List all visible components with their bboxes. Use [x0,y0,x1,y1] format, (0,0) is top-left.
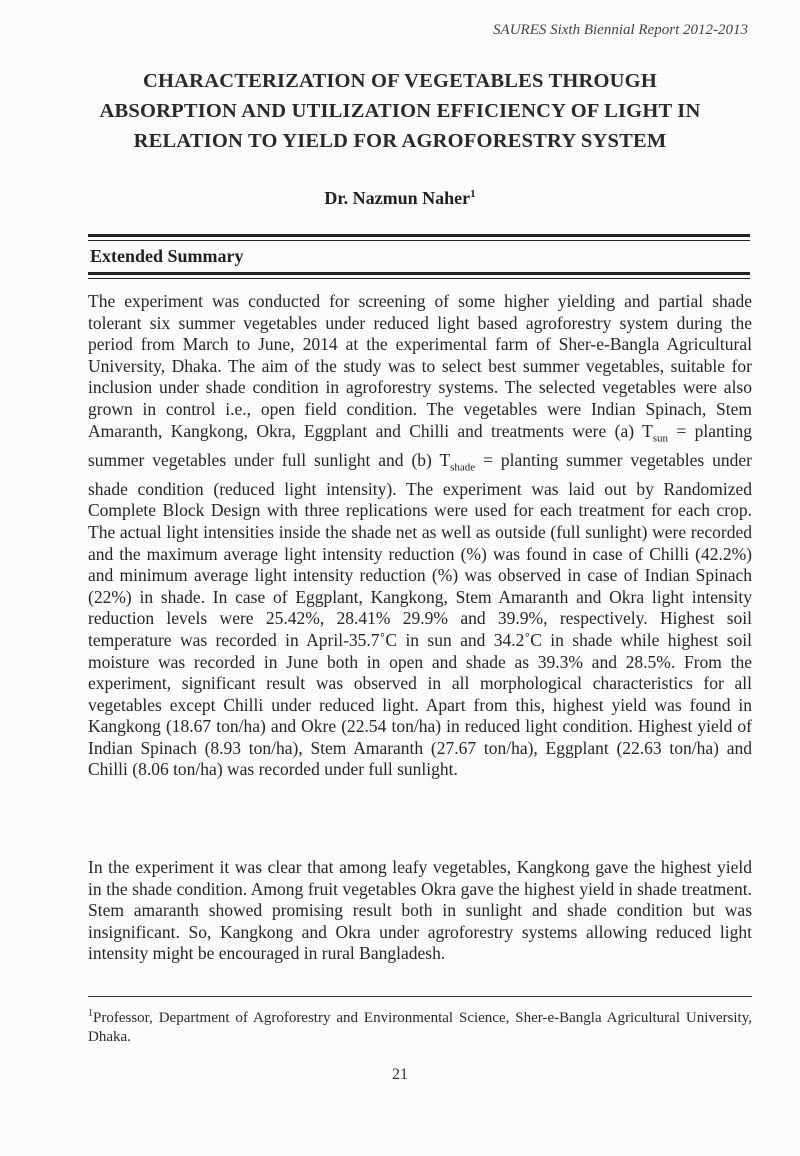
subscript-shade: shade [450,461,476,474]
author-footnote-mark: 1 [470,188,476,200]
summary-paragraph-1 [88,291,752,781]
footnote [88,1004,752,1047]
section-rule-bottom [88,272,750,275]
footnote-mark: 1 [88,1008,93,1019]
title-line-3: RELATION TO YIELD FOR AGROFORESTRY SYSTEM [133,130,667,152]
footnote-rule [88,996,752,997]
running-head: SAURES Sixth Biennial Report 2012-2013 [493,22,748,38]
author-name: Dr. Nazmun Naher [324,188,471,208]
paragraph-1-part-b: = planting summer vegetables under full sunlight and (b) T [88,420,752,470]
section-rule-top-thin [88,240,750,241]
paper-title [60,66,740,156]
paragraph-1-part-a: The experiment was conducted for screening of some higher yielding and partial shade tolerant six summer vegetables under reduced light based agroforestry system during the period from March to June, 2014 at the experimental farm of Sher-e-Bangla Agricultural University, Dhaka. The aim of the study was to select best summer vegetables, suitable for inclusion under shade condition in agroforestry systems. The selected vegetables were also grown in control i.e., open field condition. The vegetables were Indian Spinach, Stem Amaranth, Kangkong, Okra, Eggplant and Chilli and treatments were (a) T [88,291,752,441]
title-line-1: CHARACTERIZATION OF VEGETABLES THROUGH [143,70,657,92]
title-line-2: ABSORPTION AND UTILIZATION EFFICIENCY OF LIGHT IN [99,100,701,122]
subscript-sun: sun [652,432,669,445]
footnote-text: Professor, Department of Agroforestry and Environmental Science, Sher-e-Bangla Agricultural University, Dhaka. [88,1010,752,1045]
section-heading: Extended Summary [90,246,244,266]
page-number: 21 [392,1066,408,1083]
summary-paragraph-2: In the experiment it was clear that among leafy vegetables, Kangkong gave the highest yield in the shade condition. Among fruit vegetables Okra gave the highest yield in shade treatment. Stem amaranth showed promising result both in sunlight and shade condition but was insignificant. So, Kangkong and Okra under agroforestry systems allowing reduced light intensity might be encouraged in rural Bangladesh. [88,857,752,964]
section-rule-bottom-thin [88,278,750,279]
section-rule-top [88,234,750,237]
paragraph-1-part-c: = planting summer vegetables under shade condition (reduced light intensity). The experiment was laid out by Randomized Complete Block Design with three replications were used for each treatment for each crop. The actual light intensities inside the shade net as well as outside (full sunlight) were recorded and the maximum average light intensity reduction (%) was found in case of Chilli (42.2%) and minimum average light intensity reduction (%) was observed in case of Indian Spinach (22%) in shade. In case of Eggplant, Kangkong, Stem Amaranth and Okra light intensity reduction levels were 25.42%, 28.41% 29.9% and 39.9%, respectively. Highest soil temperature was recorded in April-35.7˚C in sun and 34.2˚C in shade while highest soil moisture was recorded in June both in open and shade as 39.3% and 28.5%. From the experiment, significant result was observed in all morphological characteristics for all vegetables except Chilli under reduced light. Apart from this, highest yield was found in Kangkong (18.67 ton/ha) and Okre (22.54 ton/ha) in reduced light condition. Highest yield of Indian Spinach (8.93 ton/ha), Stem Amaranth (27.67 ton/ha), Eggplant (22.63 ton/ha) and Chilli (8.06 ton/ha) was recorded under full sunlight. [88,449,752,780]
author-line [0,188,800,209]
